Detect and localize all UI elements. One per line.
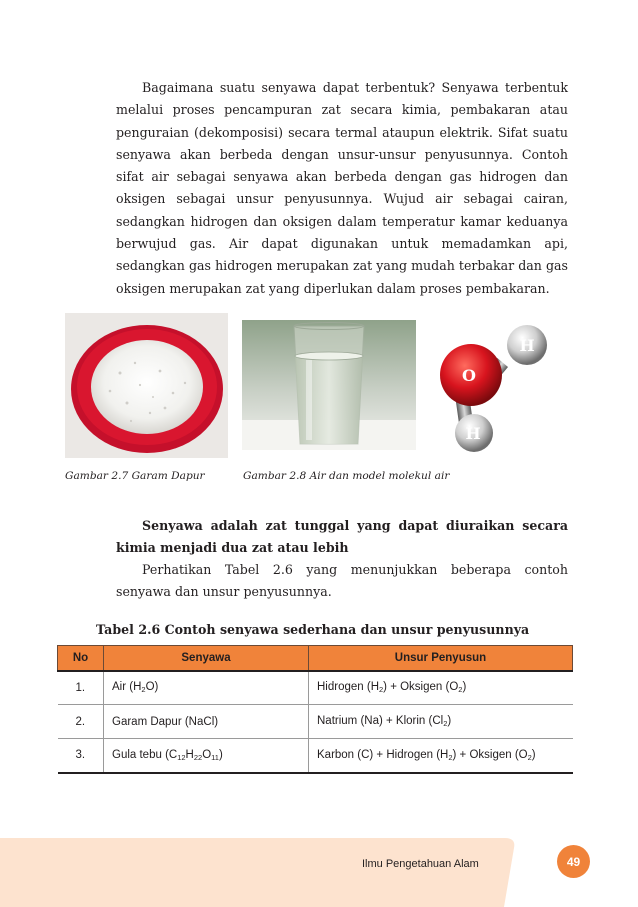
- footer-band: [0, 838, 638, 907]
- table-row: [58, 705, 573, 739]
- compound-definition: Senyawa adalah zat tunggal yang dapat diuraikan secara kimia menjadi dua zat atau lebih: [116, 518, 568, 556]
- compound-name: Gula tebu $(C_{12}H_{22}O_{11})$: [104, 739, 309, 773]
- footer-subject: Ilmu Pengetahuan Alam: [362, 858, 479, 870]
- table-salt-photo: [65, 313, 228, 458]
- table-header-row: [58, 646, 573, 671]
- oxygen-atom-label: O: [462, 366, 476, 385]
- intro-paragraph: Bagaimana suatu senyawa dapat terbentuk? Senyawa terbentuk melalui proses pencampuran zat secara kimia, pembakaran atau penguraian (dekomposisi) secara termal ataupun elektrik. Sifat suatu senyawa akan berbeda dengan unsur-unsur penyusunnya. Contoh sifat air sebagai senyawa akan berbeda dengan gas hidrogen dan oksigen sebagai unsur penyusunnya. Wujud air sebagai cairan, sedangkan hidrogen dan oksigen dalam temperatur kamar keduanya berwujud gas. Air dapat digunakan untuk memadamkan api, sedangkan gas hidrogen merupakan zat yang mudah terbakar dan gas oksigen merupakan zat yang diperlukan dalam proses pembakaran.: [116, 80, 568, 296]
- constituent-elements: Natrium (Na) + Klorin $(Cl_2)$: [309, 705, 573, 739]
- row-number: 3.: [58, 739, 104, 773]
- compound-name: Garam Dapur (NaCl): [104, 705, 309, 739]
- row-number: 1.: [58, 671, 104, 705]
- compound-name: Air $(H_2O)$: [104, 671, 309, 705]
- figure-caption-water: Gambar 2.8 Air dan model molekul air: [243, 470, 450, 482]
- table-row: [58, 671, 573, 705]
- constituent-elements: Hidrogen $(H_2)$ + Oksigen $(O_2)$: [309, 671, 573, 705]
- water-molecule-model: [426, 315, 566, 460]
- water-glass-photo: [242, 320, 416, 450]
- page-number: 49: [557, 845, 590, 878]
- header-senyawa: Senyawa: [104, 646, 309, 671]
- compound-table: [57, 645, 573, 774]
- constituent-elements: Karbon (C) + Hidrogen $(H_2)$ + Oksigen $(O_2)$: [309, 739, 573, 773]
- header-no: No: [58, 646, 104, 671]
- table-row: [58, 739, 573, 773]
- table-reference-paragraph: Perhatikan Tabel 2.6 yang menunjukkan beberapa contoh senyawa dan unsur penyusunnya.: [116, 562, 568, 600]
- hydrogen-atom-label-top: H: [519, 336, 535, 355]
- figure-caption-salt: Gambar 2.7 Garam Dapur: [65, 470, 205, 482]
- hydrogen-atom-label-bottom: H: [465, 424, 481, 443]
- row-number: 2.: [58, 705, 104, 739]
- table-title: Tabel 2.6 Contoh senyawa sederhana dan unsur penyusunnya: [96, 622, 530, 637]
- header-unsur: Unsur Penyusun: [309, 646, 573, 671]
